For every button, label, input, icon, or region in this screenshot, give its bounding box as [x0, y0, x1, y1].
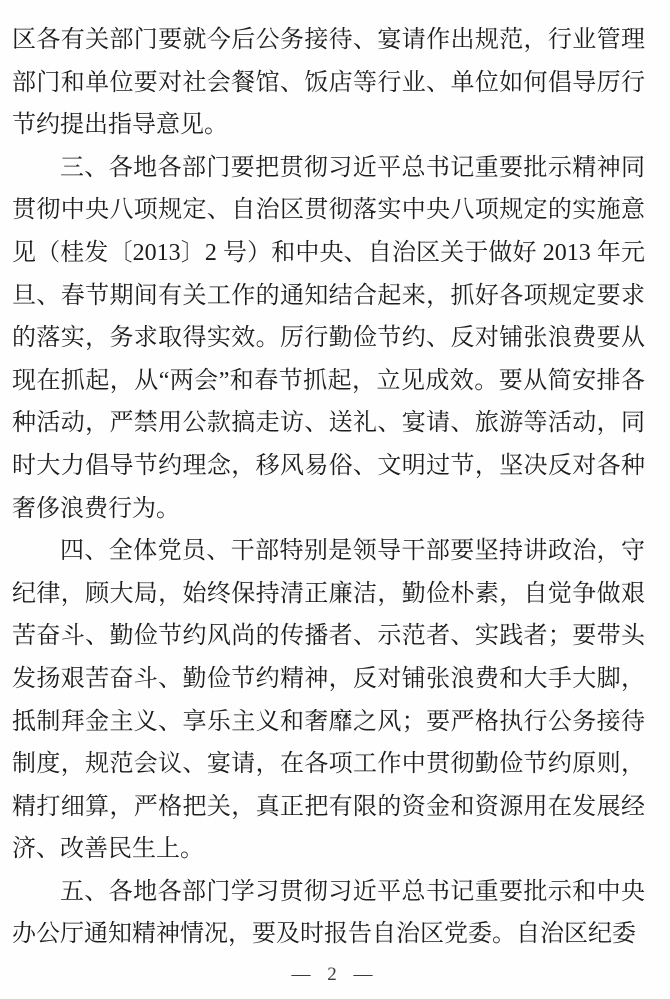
paragraph-item-four: 四、全体党员、干部特别是领导干部要坚持讲政治，守纪律，顾大局，始终保持清正廉洁，勤俭朴素，自觉争做艰苦奋斗、勤俭节约风尚的传播者、示范者、实践者；要带头发扬艰苦奋斗、勤俭节约精神，反对铺张浪费和大手大脚，抵制拜金主义、享乐主义和奢靡之风；要严格执行公务接待制度，规范会议、宴请，在各项工作中贯彻勤俭节约原则，精打细算，严格把关，真正把有限的资金和资源用在发展经济、改善民生上。	[12, 538, 645, 863]
page-number: — 2 —	[291, 964, 379, 985]
paragraph-item-three: 三、各地各部门要把贯彻习近平总书记重要批示精神同贯彻中央八项规定、自治区贯彻落实中央八项规定的实施意见（桂发〔2013〕2 号）和中央、自治区关于做好 2013 年元旦、春节期间有关工作的通知结合起来，抓好各项规定要求的落实，务求取得实效。厉行勤俭节约、反对铺张浪费要从现在抓起，从“两会”和春节抓起，立见成效。要从简安排各种活动，严禁用公款搞走访、送礼、宴请、旅游等活动，同时大力倡导节约理念，移风易俗、文明过节，坚决反对各种奢侈浪费行为。	[12, 154, 645, 522]
paragraph-continuation: 区各有关部门要就今后公务接待、宴请作出规范，行业管理部门和单位要对社会餐馆、饭店等行业、单位如何倡导厉行节约提出指导意见。	[12, 27, 645, 139]
paragraph-item-five: 五、各地各部门学习贯彻习近平总书记重要批示和中央办公厅通知精神情况，要及时报告自治区党委。自治区纪委	[12, 878, 645, 948]
